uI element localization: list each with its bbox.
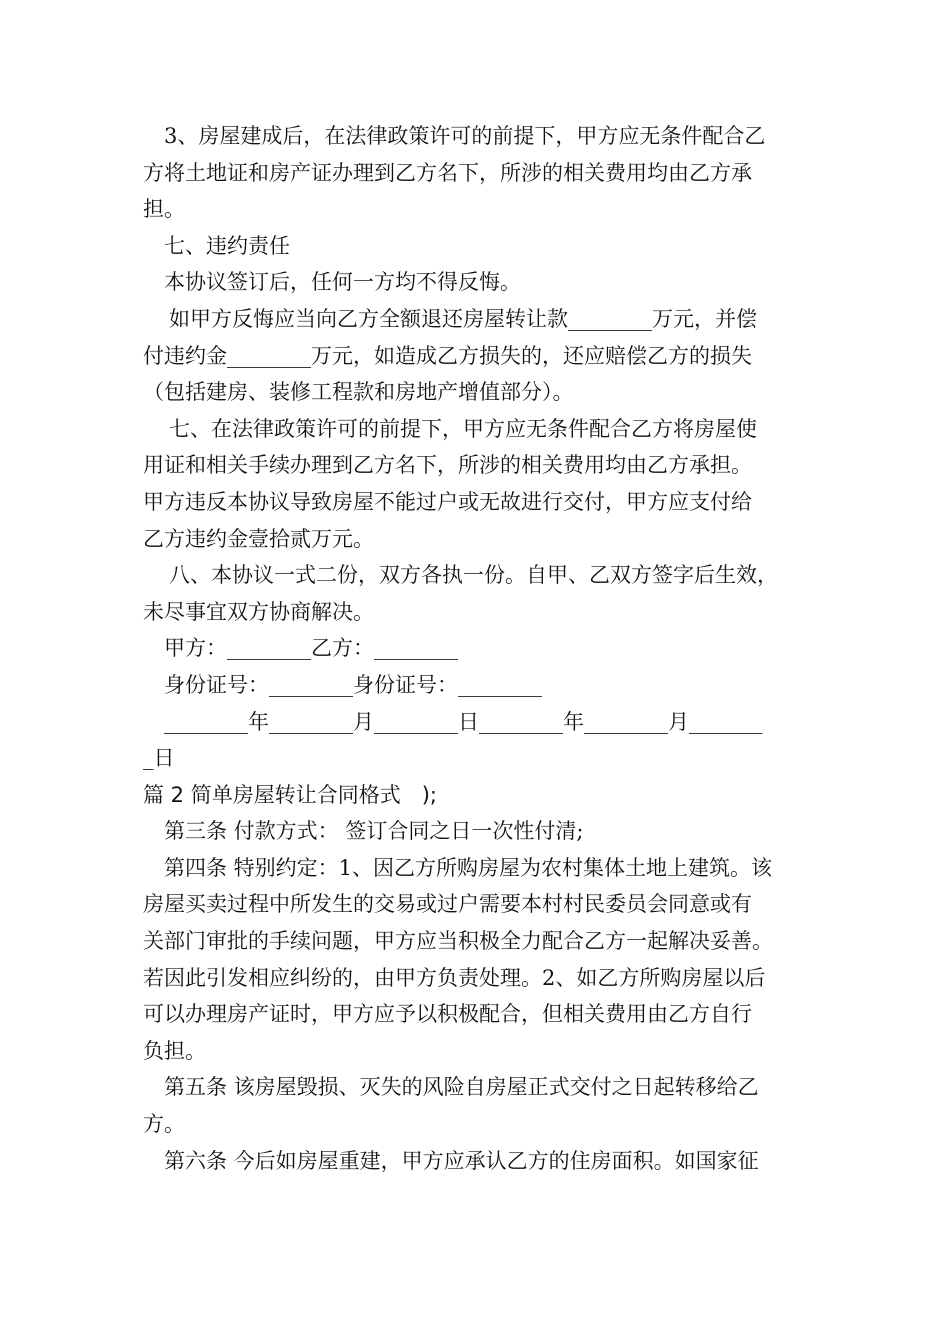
paragraph-line: 方将土地证和房产证办理到乙方名下，所涉的相关费用均由乙方承	[143, 160, 752, 185]
paragraph-line: 第四条 特别约定：1、因乙方所购房屋为农村集体土地上建筑。该	[164, 855, 773, 880]
section-heading: 七、违约责任	[164, 233, 290, 258]
signature-line-date-end: _日	[143, 746, 175, 771]
section-title: 篇 2 简单房屋转让合同格式 );	[143, 782, 437, 807]
signature-line-party: 甲方：________乙方：________	[164, 636, 458, 661]
paragraph-line: 甲方违反本协议导致房屋不能过户或无故进行交付，甲方应支付给	[143, 489, 752, 514]
paragraph-line: 如甲方反悔应当向乙方全额退还房屋转让款________万元，并偿	[169, 306, 757, 331]
paragraph-line: 房屋买卖过程中所发生的交易或过户需要本村村民委员会同意或有	[143, 892, 752, 917]
paragraph-line: 第六条 今后如房屋重建，甲方应承认乙方的住房面积。如国家征	[164, 1148, 759, 1173]
paragraph-line: 第五条 该房屋毁损、灭失的风险自房屋正式交付之日起转移给乙	[164, 1075, 759, 1100]
paragraph-line: 负担。	[143, 1038, 206, 1063]
paragraph-line: （包括建房、装修工程款和房地产增值部分）。	[143, 380, 574, 405]
paragraph-line: 本协议签订后，任何一方均不得反悔。	[164, 270, 521, 295]
signature-line-date: ________年________月________日________年________月_______	[164, 709, 763, 734]
paragraph-line: 关部门审批的手续问题，甲方应当积极全力配合乙方一起解决妥善。	[143, 929, 773, 954]
paragraph-line: 可以办理房产证时，甲方应予以积极配合，但相关费用由乙方自行	[143, 1002, 752, 1027]
paragraph-line: 若因此引发相应纠纷的，由甲方负责处理。2、如乙方所购房屋以后	[143, 965, 766, 990]
signature-line-id: 身份证号：________身份证号：________	[164, 672, 542, 697]
paragraph-line: 用证和相关手续办理到乙方名下，所涉的相关费用均由乙方承担。	[143, 453, 752, 478]
paragraph-line: 乙方违约金壹拾贰万元。	[143, 526, 374, 551]
paragraph-line: 八、本协议一式二份，双方各执一份。自甲、乙双方签字后生效，	[169, 563, 778, 588]
paragraph-line: 3、房屋建成后，在法律政策许可的前提下，甲方应无条件配合乙	[164, 124, 766, 148]
paragraph-line: 付违约金________万元，如造成乙方损失的，还应赔偿乙方的损失	[143, 343, 752, 368]
paragraph-line: 七、在法律政策许可的前提下，甲方应无条件配合乙方将房屋使	[169, 416, 757, 441]
document-page	[143, 118, 813, 1179]
paragraph-line: 第三条 付款方式： 签订合同之日一次性付清;	[164, 819, 584, 844]
paragraph-line: 方。	[143, 1112, 185, 1137]
paragraph-line: 未尽事宜双方协商解决。	[143, 599, 374, 624]
paragraph-line: 担。	[143, 197, 185, 222]
